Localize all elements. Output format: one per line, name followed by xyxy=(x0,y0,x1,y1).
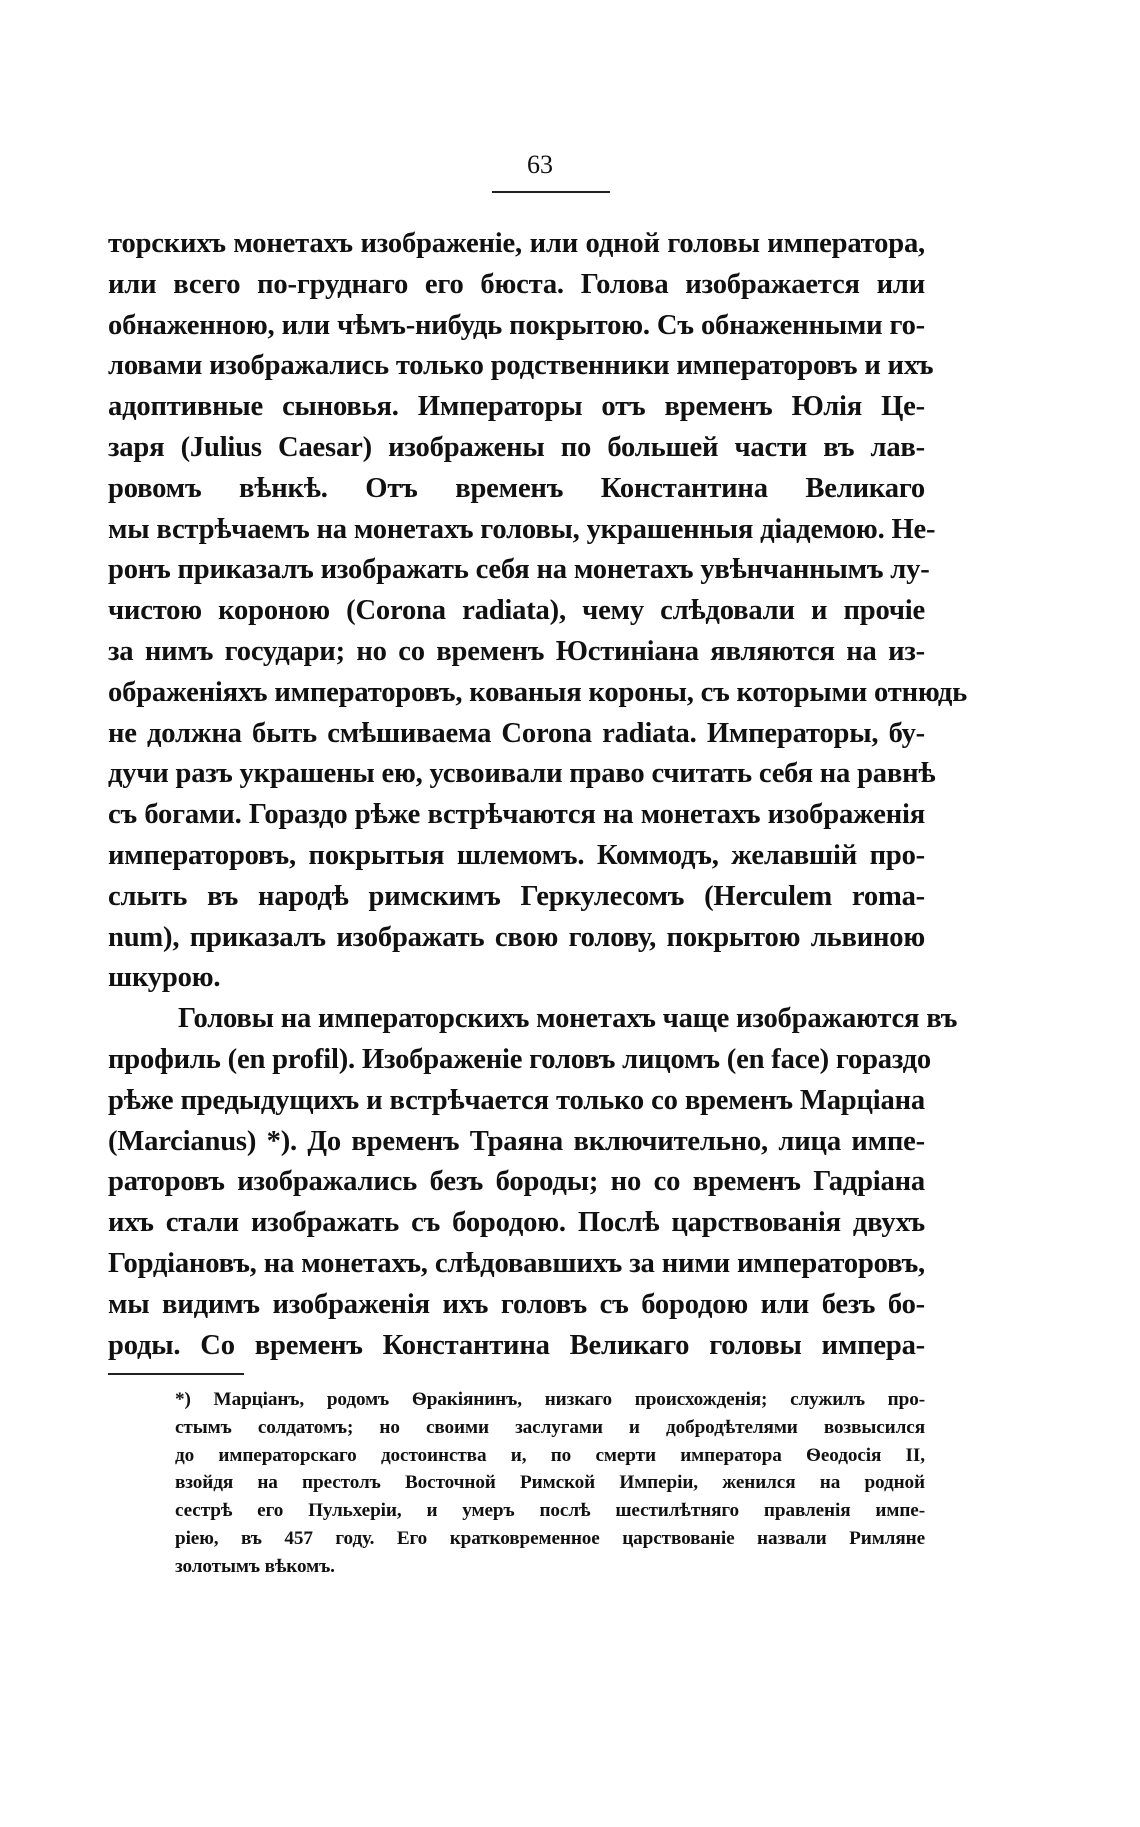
text-line: слыть въ народѣ римскимъ Геркулесомъ (Herculem roma- xyxy=(108,880,925,912)
text-line: за нимъ государи; но со временъ Юстиніана являются на из- xyxy=(108,635,925,667)
text-line: или всего по-груднаго его бюста. Голова изображается или xyxy=(108,268,925,300)
text-line: Головы на императорскихъ монетахъ чаще изображаются въ xyxy=(178,1003,958,1035)
footnote-line: *) Марціанъ, родомъ Ѳракіянинъ, низкаго происхожденія; служилъ про- xyxy=(175,1389,925,1410)
footnote-line: золотымъ вѣкомъ. xyxy=(175,1555,335,1577)
text-line: Гордіановъ, на монетахъ, слѣдовавшихъ за ними императоровъ, xyxy=(108,1247,925,1279)
text-line: мы встрѣчаемъ на монетахъ головы, украшенныя діадемою. Не- xyxy=(108,513,936,545)
text-line: мы видимъ изображенія ихъ головъ съ бородою или безъ бо- xyxy=(108,1288,925,1320)
text-line: чистою короною (Corona radiata), чему слѣдовали и прочіе xyxy=(108,595,925,627)
text-line: торскихъ монетахъ изображеніе, или одной головы императора, xyxy=(108,228,925,259)
text-line: заря (Julius Caesar) изображены по большей части въ лав- xyxy=(108,431,925,463)
text-line: шкурою. xyxy=(108,962,221,994)
text-line: рѣже предыдущихъ и встрѣчается только со временъ Марціана xyxy=(108,1084,925,1116)
footnote-line: ріею, въ 457 году. Его кратковременное царствованіе назвали Римляне xyxy=(175,1527,925,1549)
text-line: ровомъ вѣнкѣ. Отъ временъ Константина Великаго xyxy=(108,472,925,504)
text-line: не должна быть смѣшиваема Corona radiata. Императоры, бу- xyxy=(108,717,925,749)
main-text xyxy=(108,224,968,1366)
footnote-line: взойдя на престолъ Восточной Римской Имперіи, женился на родной xyxy=(175,1472,925,1494)
text-line: num), приказалъ изображать свою голову, покрытою львиною xyxy=(108,921,925,953)
text-line: адоптивные сыновья. Императоры отъ временъ Юлія Це- xyxy=(108,391,925,423)
text-line: профиль (en profil). Изображеніе головъ лицомъ (en face) гораздо xyxy=(108,1043,932,1075)
text-line: обнаженною, или чѣмъ-нибудь покрытою. Съ обнаженными го- xyxy=(108,309,925,341)
footnote-line: до императорскаго достоинства и, по смерти императора Ѳеодосія II, xyxy=(175,1444,925,1466)
text-line: ображеніяхъ императоровъ, кованыя короны, съ которыми отнюдь xyxy=(108,676,968,708)
footnote-line: сестрѣ его Пульхеріи, и умеръ послѣ шестилѣтняго правленія импе- xyxy=(175,1500,925,1522)
footnote xyxy=(175,1386,925,1581)
text-line: дучи разъ украшены ею, усвоивали право считать себя на равнѣ xyxy=(108,758,936,790)
text-line: роды. Со временъ Константина Великаго головы импера- xyxy=(108,1329,925,1361)
text-line: ронъ приказалъ изображать себя на монетахъ увѣнчаннымъ лу- xyxy=(108,554,930,586)
text-line: ихъ стали изображать съ бородою. Послѣ царствованія двухъ xyxy=(108,1207,925,1239)
text-line: съ богами. Гораздо рѣже встрѣчаются на монетахъ изображенія xyxy=(108,799,925,831)
text-line: (Marcianus) *). До временъ Траяна включительно, лица импе- xyxy=(108,1125,925,1157)
footnote-line: стымъ солдатомъ; но своими заслугами и добродѣтелями возвысился xyxy=(175,1416,925,1438)
page-number: 63 xyxy=(527,150,553,179)
header-rule xyxy=(492,191,610,193)
text-line: ловами изображались только родственники императоровъ и ихъ xyxy=(108,350,934,382)
text-line: раторовъ изображались безъ бороды; но со временъ Гадріана xyxy=(108,1166,925,1198)
footnote-rule xyxy=(108,1373,244,1375)
text-line: императоровъ, покрытыя шлемомъ. Коммодъ, желавшій про- xyxy=(108,839,925,871)
